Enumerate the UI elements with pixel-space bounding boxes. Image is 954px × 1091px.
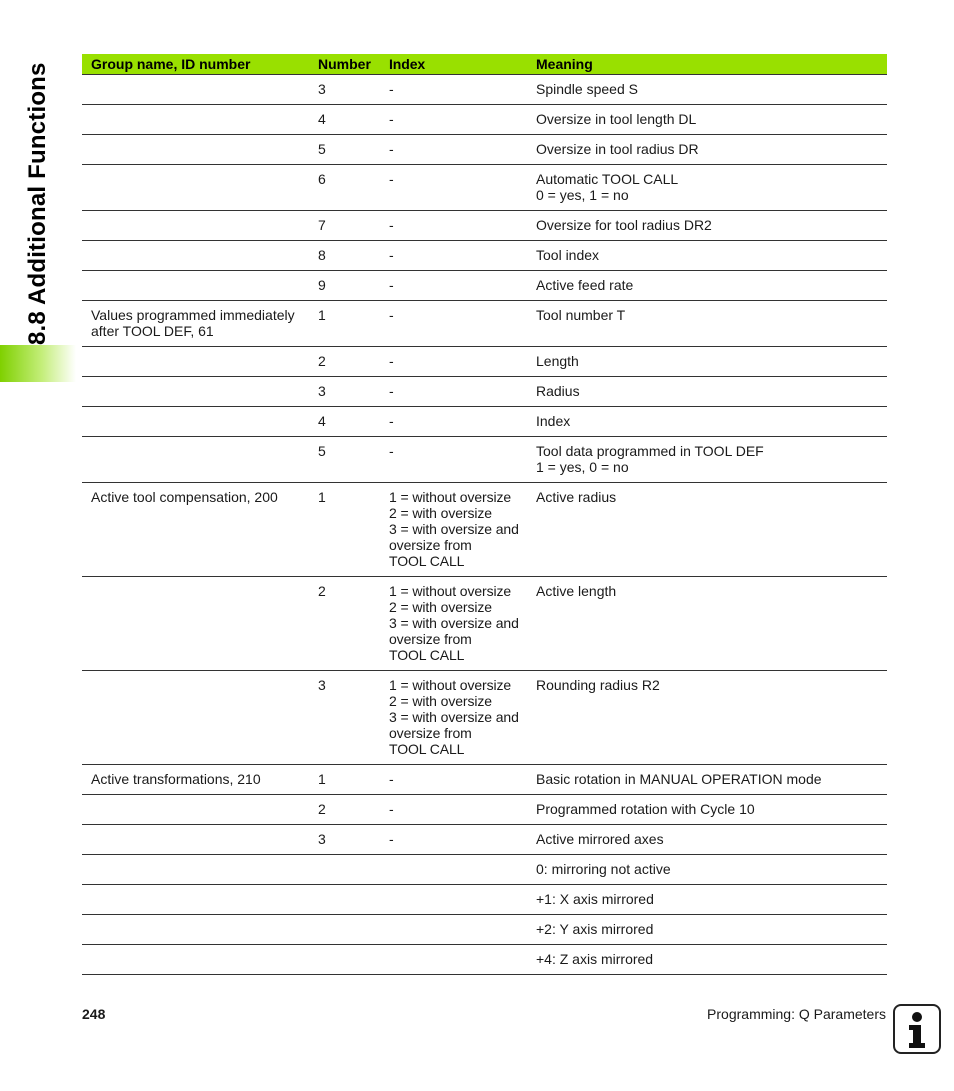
cell-group <box>82 105 310 135</box>
table-body <box>82 75 887 975</box>
table-row <box>82 241 887 271</box>
cell-meaning: Rounding radius R2 <box>535 671 887 765</box>
cell-number <box>310 885 388 915</box>
cell-index <box>388 855 535 885</box>
cell-group <box>82 855 310 885</box>
cell-number: 3 <box>310 377 388 407</box>
table-row <box>82 795 887 825</box>
table-row <box>82 885 887 915</box>
cell-meaning: Active feed rate <box>535 271 887 301</box>
cell-index: - <box>388 301 535 347</box>
cell-meaning: Active mirrored axes <box>535 825 887 855</box>
cell-number: 8 <box>310 241 388 271</box>
cell-number: 1 <box>310 301 388 347</box>
cell-meaning: Spindle speed S <box>535 75 887 105</box>
header-group: Group name, ID number <box>82 54 310 75</box>
cell-number: 3 <box>310 671 388 765</box>
cell-index: - <box>388 75 535 105</box>
cell-index: - <box>388 271 535 301</box>
cell-group <box>82 407 310 437</box>
cell-meaning: +4: Z axis mirrored <box>535 945 887 975</box>
q-parameter-table <box>82 54 887 975</box>
table-row <box>82 377 887 407</box>
header-meaning: Meaning <box>535 54 887 75</box>
cell-group <box>82 165 310 211</box>
cell-group: Active tool compensation, 200 <box>82 483 310 577</box>
cell-index <box>388 945 535 975</box>
table-row <box>82 75 887 105</box>
cell-group <box>82 825 310 855</box>
cell-number: 3 <box>310 825 388 855</box>
cell-index: - <box>388 377 535 407</box>
table-row <box>82 825 887 855</box>
chapter-title: 8.8 Additional Functions <box>24 62 51 345</box>
table-row <box>82 915 887 945</box>
cell-number: 2 <box>310 577 388 671</box>
page-number: 248 <box>82 1006 106 1022</box>
cell-index: 1 = without oversize 2 = with oversize 3 = with oversize and oversize from TOOL CALL <box>388 577 535 671</box>
cell-index: 1 = without oversize 2 = with oversize 3 = with oversize and oversize from TOOL CALL <box>388 671 535 765</box>
cell-meaning: Oversize for tool radius DR2 <box>535 211 887 241</box>
cell-meaning: Length <box>535 347 887 377</box>
cell-group <box>82 795 310 825</box>
cell-index: - <box>388 437 535 483</box>
cell-number <box>310 915 388 945</box>
cell-meaning: Active length <box>535 577 887 671</box>
cell-meaning: Index <box>535 407 887 437</box>
cell-number: 9 <box>310 271 388 301</box>
cell-meaning: Active radius <box>535 483 887 577</box>
table-row <box>82 577 887 671</box>
cell-meaning: Oversize in tool length DL <box>535 105 887 135</box>
table-row <box>82 483 887 577</box>
cell-meaning: +1: X axis mirrored <box>535 885 887 915</box>
cell-number: 2 <box>310 795 388 825</box>
header-number: Number <box>310 54 388 75</box>
table-row <box>82 105 887 135</box>
cell-index <box>388 885 535 915</box>
cell-meaning: Radius <box>535 377 887 407</box>
cell-index: - <box>388 105 535 135</box>
table-row <box>82 945 887 975</box>
header-index: Index <box>388 54 535 75</box>
cell-number: 5 <box>310 135 388 165</box>
table-row <box>82 347 887 377</box>
table-header-row <box>82 54 887 75</box>
cell-group <box>82 577 310 671</box>
table-row <box>82 135 887 165</box>
cell-index: - <box>388 825 535 855</box>
cell-meaning: Tool index <box>535 241 887 271</box>
table-row <box>82 301 887 347</box>
cell-meaning: Oversize in tool radius DR <box>535 135 887 165</box>
cell-group: Active transformations, 210 <box>82 765 310 795</box>
table-row <box>82 437 887 483</box>
cell-group <box>82 945 310 975</box>
table-row <box>82 271 887 301</box>
cell-meaning: Programmed rotation with Cycle 10 <box>535 795 887 825</box>
info-icon <box>893 1004 941 1054</box>
cell-meaning: Tool number T <box>535 301 887 347</box>
cell-meaning: Automatic TOOL CALL 0 = yes, 1 = no <box>535 165 887 211</box>
cell-index: - <box>388 347 535 377</box>
cell-group <box>82 75 310 105</box>
cell-index: - <box>388 211 535 241</box>
cell-meaning: +2: Y axis mirrored <box>535 915 887 945</box>
cell-group <box>82 885 310 915</box>
table-row <box>82 765 887 795</box>
table-row <box>82 165 887 211</box>
table-row <box>82 211 887 241</box>
cell-group <box>82 211 310 241</box>
table-row <box>82 671 887 765</box>
cell-index: - <box>388 765 535 795</box>
cell-meaning: Basic rotation in MANUAL OPERATION mode <box>535 765 887 795</box>
cell-number: 6 <box>310 165 388 211</box>
cell-index: - <box>388 795 535 825</box>
cell-group <box>82 135 310 165</box>
cell-group <box>82 377 310 407</box>
cell-number: 5 <box>310 437 388 483</box>
cell-index <box>388 915 535 945</box>
cell-meaning: Tool data programmed in TOOL DEF 1 = yes, 0 = no <box>535 437 887 483</box>
cell-group <box>82 271 310 301</box>
cell-index: - <box>388 135 535 165</box>
cell-number: 4 <box>310 105 388 135</box>
chapter-tab-marker <box>0 345 76 382</box>
cell-group <box>82 241 310 271</box>
cell-index: - <box>388 241 535 271</box>
cell-number: 4 <box>310 407 388 437</box>
cell-number: 7 <box>310 211 388 241</box>
cell-number: 2 <box>310 347 388 377</box>
cell-number <box>310 855 388 885</box>
cell-group <box>82 915 310 945</box>
cell-index: - <box>388 407 535 437</box>
cell-number: 1 <box>310 765 388 795</box>
cell-group <box>82 437 310 483</box>
cell-group: Values programmed immediately after TOOL DEF, 61 <box>82 301 310 347</box>
table-row <box>82 407 887 437</box>
cell-number <box>310 945 388 975</box>
cell-group <box>82 347 310 377</box>
table-row <box>82 855 887 885</box>
cell-number: 3 <box>310 75 388 105</box>
cell-index: 1 = without oversize 2 = with oversize 3 = with oversize and oversize from TOOL CALL <box>388 483 535 577</box>
cell-number: 1 <box>310 483 388 577</box>
footer-chapter-text: Programming: Q Parameters <box>707 1006 886 1022</box>
cell-meaning: 0: mirroring not active <box>535 855 887 885</box>
cell-group <box>82 671 310 765</box>
cell-index: - <box>388 165 535 211</box>
